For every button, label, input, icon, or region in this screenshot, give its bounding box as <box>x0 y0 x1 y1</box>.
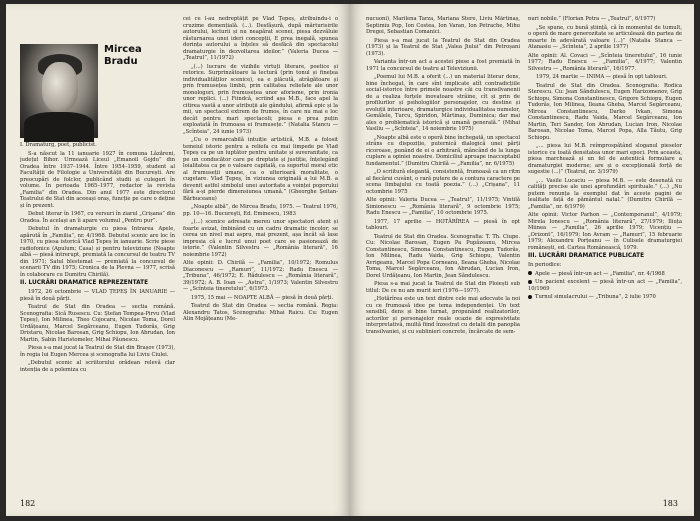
paragraph: I. Dramaturg, poet, publicist. <box>20 142 97 148</box>
play-entry: 1972, 26 octombrie — VLAD ȚEPEȘ ÎN IANUARIE — piesă în două părți. <box>20 289 175 302</box>
paragraph: „Noapte albă”, de Mircea Bradu, 1975. — Teatrul 1976, pp. 10—16. Bucureşti, Ed. Eminescu, 1983 <box>183 204 338 217</box>
published-item-text: Turnul simulacrului — „Tribuna”, 2 iulie 1970 <box>535 294 656 300</box>
paragraph: „Noapte albă este o operă bine închegată, un spectacol strâns cu dispoziție, puternică dialogică unei părți ricoroase, punând de ei o arbitrară, mâncând de la lunga cuplare a opiniei noastre. Domiciliul aproape inacceptabil fundamentul.” (Dumitru Chirilă — „Familia”, nr. 6/1975) <box>366 134 520 167</box>
paragraph: Debutul în dramaturgie cu piesa Intrarea Apele, apărută în „Familia”, nr. 4/1968. Debutul scenic are loc în 1970, cu piesa istorică Vlad Țepeș în ianuarie. Scrie piese radiofonice (Apulum; Casa) și pentru televiziune (Noapte albă — piesă intrerupt, premiată la concursul de teatru TV din 1971; Satul blestemat — premiată la concursul de scenarii TV din 1975; Cronica de la Plevna — 1977, scrisă în colaborare cu Dumitru Chirilă). <box>20 226 175 278</box>
portrait-shoulders <box>24 112 94 142</box>
paragraph: „(...) lucrare de vizibile virtuți literare, poetice și retorice. Surprinzătoare la lectură (prin tonul și finețea individualităților scenice), ea e plăcută, atrăgătoare și prin frumusețea limbii, prin calitatea reliefate ale unor monologuri, prin frumusețea unor aforisme, prin ironia unor replici. (...) Fiindcă, scriind așa M.B., face apel la citirea vastă a unor atribuții ale gândului, afirmă epic și la mii, un spectacol extrem de frumos, în care nu mai e loc decât pentru mari spectacoli; piesa e prea puțin exploatată în frumoasa ei frumusețe.” (Natalia Stancu — „Scînteia”, 24 iunie 1973) <box>183 63 338 135</box>
section-heading: III. LUCRĂRI DRAMATICE PUBLICATE <box>528 253 645 259</box>
play-entry: 1977, 17 aprilie — HOTĂRÎREA — piesă în opt tablouri. <box>366 218 520 231</box>
page-number-right: 183 <box>662 499 678 508</box>
paragraph: nucuoni), Marilena Tarza, Mariana Stere, Liviu Mărtinaș, Septimiu Pop, Ion Costea, Ion Varan, Ion Petrache, Mihu Dregoi, Sebastian Comanici. <box>366 16 520 35</box>
paragraph: Teatrul de Stat din Oradea. Scenografia: Rodica Sterescu. Cu: Jean Săndulescu, Eugen Harizomenov, Grig Schiopu, Simona Constantinescu, Grigore Schiopu, Eugen Tudorăs, Ion Milinea, Ileana Gheba, Marcel Segărceanu, Mircea Constantinescu, Darko Ivkan, Simona Constantinescu, Radu Vaida, Marcel Segărceanu, Ion Martin, Teri Sandor, Ion Abrudan, Lucian Iron, Nicolae Barosan, Nicolae Toma, Marcel Popa, Alla Tăutu, Grig Schiopu. <box>528 82 682 141</box>
other-opinions: Alte opinii: Al. Covaci — „Scînteia tineretului”, 16 iunie 1977; Radu Enescu — „Familia”, 4/1977; Valentin Silvestru — „România literară”, 16/1977. <box>528 52 682 72</box>
published-item <box>528 279 682 292</box>
paragraph: nuri nobile.” (Florian Potra — „Teatrul”, 6/1977) <box>528 16 656 22</box>
left-page <box>6 4 350 516</box>
author-portrait <box>20 44 98 138</box>
left-column-2 <box>183 16 338 496</box>
published-item-text: Un pacient excelent — piesă într-un act — „Familia”, 10/1969 <box>528 279 682 292</box>
paragraph: Varianta într-un act a acestei piese a fost premiată în 1971 la concursul de teatru al Televiziunii. <box>366 59 520 72</box>
published-item-text: Apele — piesă într-un act — „Familia”, nr. 4/1968 <box>535 270 665 277</box>
published-item <box>528 271 682 278</box>
author-header <box>20 44 175 142</box>
paragraph: cei ce l-au nedreptățit pe Vlad Țepeș, atribuindu-i o cruzime demențială. (...). Desfășură, după mărturisirile autorului, lecturii și nu neapărat scenei, piesa dezvăluie răsturnarea unei ideri concepții, E prea inegală, spunea dorința autorului a înțeles să desfăcă din spectacolul dramaturgie în dezvoltarea ideilor.” (Valeria Ducea — „Teatrul”, 11/1972) <box>183 16 338 61</box>
paragraph: „(...) scenice adresate mereu unor spectatori atent și foarte avizat, îmbinând cu un cadru dramatic incolor; se cerea un nivel mai aspru, mai prezent, așa încât să lase impresia că e lucrul unui poet care se pasionează de istorie.” (Valentin Silvestru — „România literară”, 16 noiembrie 1972) <box>183 219 338 258</box>
other-opinions: Alte opinii: Victor Parhon — „Contemporanul”, 4/1979; Mirela Ionescu — „România literară”, 27/1979; Iliuța Miinea — „Familia”, 26 aprilie 1979; Vicențiu — „Orizont”, 16/1979; Ion Avram — „Ramuri”, 15 februarie 1979; Alexandru Porțeanu — în Culisele dramaturgiei românești, ed. Cartea Românească, 1979. <box>528 212 682 251</box>
paragraph: „Cu o remarcabilă intuiție artistică, M.B. a folosit temeiul istoric pentru a reliefa cu mai limpede pe Vlad Țepeș ca pe un luptător pentru unitate și suveranitate, ca pe un conducător care pe dreptate și justiție, înțelegând loialitatea ca pe o valoare capitală, ca suportul moral etic al frumuseții umane, ca o ulterioară moralitate, o cugetare. Vlad Țepeș, în viziunea originală a lui M.B. a devenit astfel simbolul unei autoritate a voinței poporului fără a-și pierde dimensiunea umană.” (Gheorghe Șeitan-Bărbuceanu) <box>183 137 338 202</box>
portrait-face <box>42 62 78 112</box>
author-last-name: Bradu <box>104 56 138 67</box>
right-page <box>350 4 694 516</box>
paragraph: „Se spune, cu bună știință, că în momentul de tumult, o operă de mare generozitate se articulează din partea de moarte în adevărată valoare (...)” (Natalia Stanca — Atanasiu — „Scînteia”, 2 aprilie 1977) <box>528 24 682 50</box>
left-column-1 <box>20 16 175 496</box>
right-column-2 <box>528 16 682 496</box>
paragraph: Teatrul de Stat din Oradea — sectia română. Regia: Alexandru Tatos, Scenografia: Mihai Raicu. Cu: Eugen Alin Mojățeanu (Me- <box>183 303 338 322</box>
paragraph: „Poemul lui M.B. a oferit (...) un material literar dens, bine închegat, în care sînt implicate atît contradicțiile social-istorice între primele noastre căi cu transilvanenii de a realiza forțele inovatoare strâine, cît și prin de profilurilor și psihologiilor personajelor, cu destine și evoluții interioare, dramaturgice individualitatea numelor, Gemălele, Turcu, Spiridon, Mărtinaș, Duminica; dar mai ales o problematică istorică și umană generală.” (Mihai Vasiliu — „Scînteia”, 14 noiembrie 1975) <box>366 74 520 132</box>
bullet-icon <box>528 271 532 275</box>
paragraph: Piesa s-a mai jucat la Teatrul de Stat din Oradea (1973) și la Teatrul de Stat „Valea Jiului” din Petroșani (1973). <box>366 37 520 57</box>
paragraph: Debut literar în 1967, cu versuri în ziarul „Crișana” din Oradea. În același an îi apare volumul „Pentru pur”. <box>20 211 175 224</box>
bullet-icon <box>528 280 532 284</box>
published-item <box>528 294 682 301</box>
paragraph: Piesa s-a mai jucat la Teatrul de Stat din Brașov (1973), în regia lui Eugen Mercea și scenografia lui Liviu Ciulei. <box>20 345 175 358</box>
paragraph: „O scriitură elegantă, consistentă, frumoasă ca un ritm al fiecărui cuvânt, o rară putere de a contura caractere pe scena limbajului cu toată poezia.” (...) „Crișana”, 11 octombrie 1975 <box>366 169 520 195</box>
paragraph: Teatrul de Stat din Oradea — sectia română. Scenografia: Sică Rusescu. Cu: Ștefan Tempea-Pirvu (Vlad Țepeș), Ion Milinea, Theo Cojocaru, Nicolae Toma, Dorel Urdățeanu, Marcel Segărceanu, Eugen Tudorăs, Grig Dristaru, Nicolae Barosan, Grig Schiopu, Ion Abrudan, Ion Martin, Sabin Haristomeler, Mihai Păunescu. <box>20 304 175 343</box>
right-column-1 <box>366 16 520 496</box>
right-page-columns <box>366 16 682 496</box>
paragraph: „Hotărîrea este un text dintre cele mai adecvate la noi cu ce frumoasă idee pe tema independenței. Un text sensibil, dens și bine turnat, propunând realizatorilor, actorilor și personajelor reale ocazie de expresivitate interpretativă, multă fiind înzestrat cu detalii din panoplia transilvaniei, și cu sublinieri concrete, încărcate de sem- <box>366 296 520 335</box>
paragraph: „... Vasile Lucaciu — piesa M.B. — este desenată cu calități precise ale unei aprofundări spirituale.” (...) „Nu putem renunța la exemplul dat în aceste pagini de lealitate față de pământul natal.” (Dumitru Chirilă — „Familia”, nr. 6/1979) <box>528 177 682 210</box>
author-first-name: Mircea <box>104 44 142 55</box>
paragraph: Piesa s-a mai jucat la Teatrul de Stat din Ploiești sub titlul: De ce nu am murit ieri (1976—1977). <box>366 281 520 294</box>
paragraph: „Debutul scenic al scriitorului orădean relevă clar intenția de a polemiza cu <box>20 360 175 373</box>
other-opinions: Alte opinii: Valeria Ducea — „Teatrul”, 11/1975; Vintilă Simionescu — „România literară”, 9 octombrie 1975; Radu Enescu — „Familia”, 10 octombrie 1975. <box>366 197 520 216</box>
paragraph: Teatrul de Stat din Oradea. Scenografia: T. Th. Ciupe. Cu: Nicolae Barosan, Eugen Pa Pupăzeanu, Mircea Constantinescu, Simona Constantinescu, Eugen Tudorăs, Ion Milinea, Radu Vaida, Grig Schiopu, Valentin Avrigeanu, Marcel Popa Corneanu, Ileana Gheba, Nicolae Toma, Marcel Segărceanu, Ion Abrudan, Lucian Iron, Dorel Urdățeanu, Ion Martin, Jean Săndulescu. <box>366 233 520 279</box>
other-opinions: Alte opinii: D. Chirilă — „Familia”, 10/1972; Romulus Diaconescu — „Ramuri”, 11/1972; Radu Enescu — „Tribuna”, 46/1972; E. Rădulescu — „România literară”, 39/1972; A. B. Ioan — „Astra”, 1/1973; Valentin Silvestru — „Scînteia tineretului”, 6/1973. <box>183 260 338 292</box>
subheading: In periodice: <box>528 262 562 268</box>
paragraph: „... piesa lui M.B. reîmprospătând sloganul pieselor istorice cu toată densitatea unor mari epoci. Prin aceasta, piesa marchează și un fel de autentică formulare a dramaturgiei moderne; are și o excepțională forță de sugestie (...)” (Teatrul, nr. 3/1979) <box>528 143 682 175</box>
left-page-columns <box>20 16 338 496</box>
book-spread <box>6 4 694 516</box>
page-number-left: 182 <box>20 499 36 508</box>
play-entry: 1979, 24 martie — INIMA — piesă în opt tablouri. <box>536 74 668 80</box>
play-entry: 1975, 15 mai — NOAPTE ALBĂ — piesă în două părți. <box>191 294 333 301</box>
section-heading: II. LUCRĂRI DRAMATICE REPREZENTATE <box>20 280 149 286</box>
paragraph: S-a născut la 11 ianuarie 1927 în comuna Lăzăreni, județul Bihor. Urmează Liceul „Emanoil Gojdu” din Oradea între 1937–1944. Între 1954–1959, student al Facultății de Filologie a Universității din București. Are preocupări de folclor, publicând studii și culegeri în volume. În perioada 1965–1977, redactor la revista „Familia” din Oradea. Din anul 1977 este directorul Teatrului de Stat din aceeași oraș, funcție pe care o deține și în prezent. <box>20 150 175 209</box>
bullet-icon <box>528 295 532 299</box>
